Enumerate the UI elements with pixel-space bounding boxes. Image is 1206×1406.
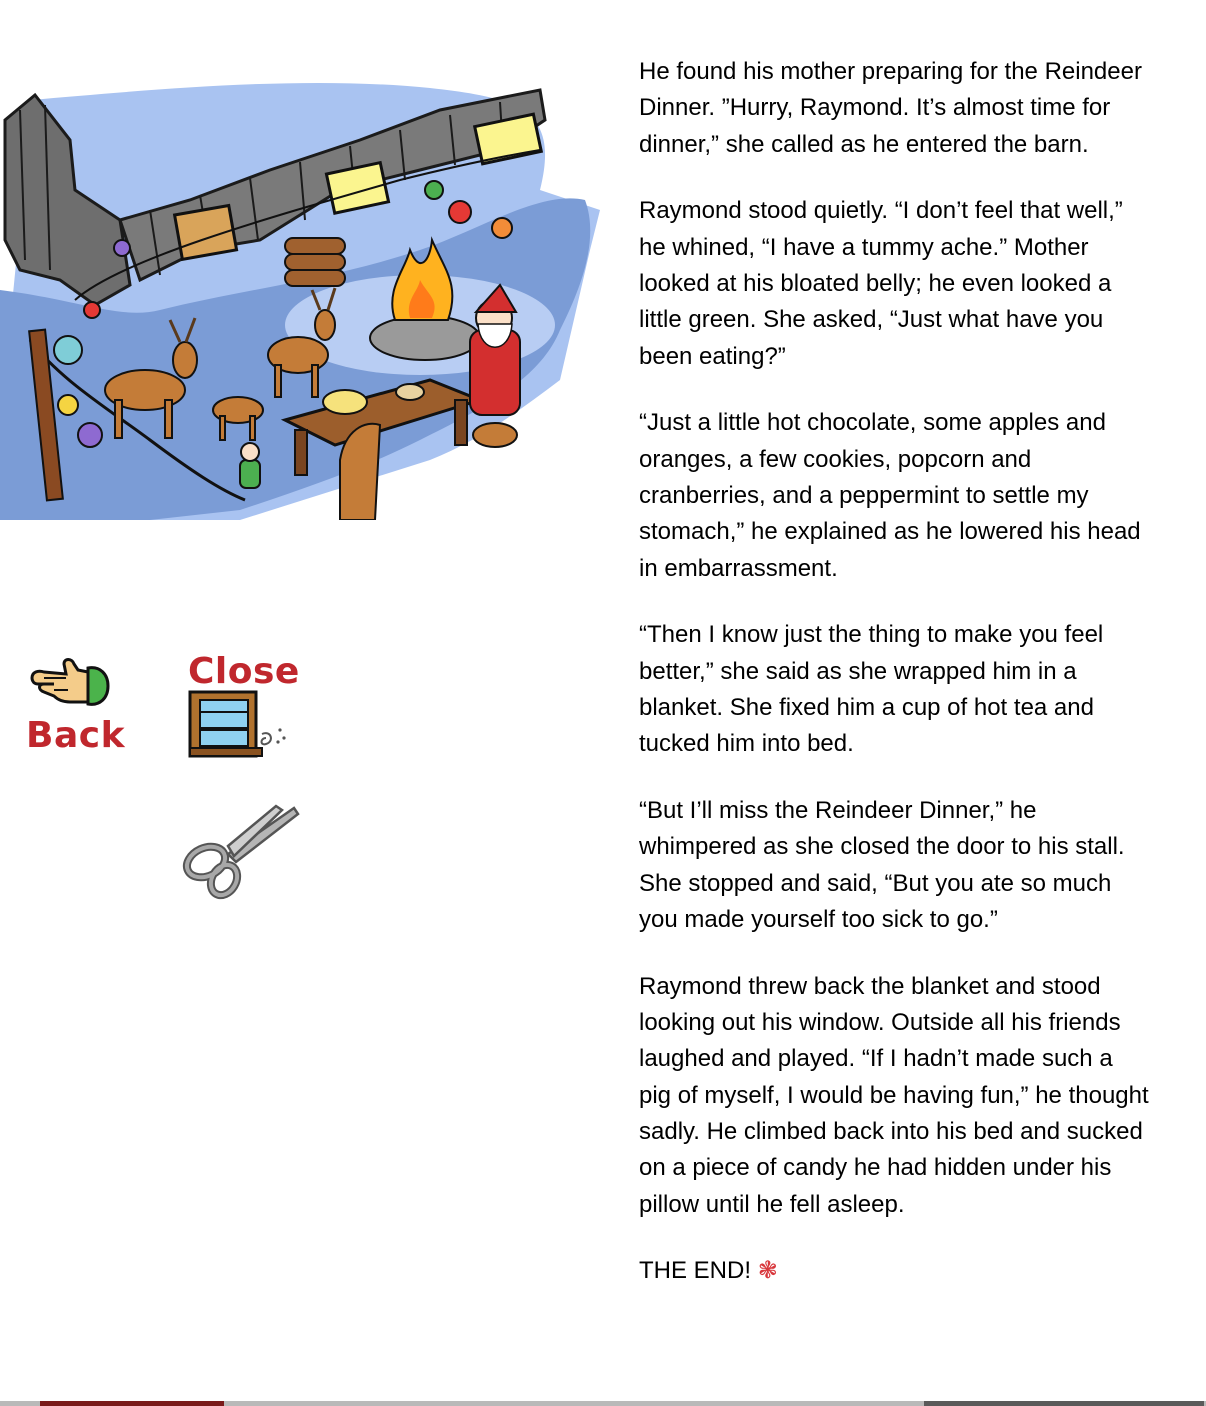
taskbar-segment <box>40 1401 224 1406</box>
back-label: Back <box>26 715 126 756</box>
pointing-hand-icon <box>30 656 110 716</box>
the-end-text: THE END! <box>639 1257 752 1285</box>
window-icon <box>188 690 292 760</box>
taskbar-segment <box>924 1401 1204 1406</box>
the-end-line <box>639 1253 1149 1289</box>
story-paragraph: He found his mother preparing for the Reindeer Dinner. ”Hurry, Raymond. It’s almost time for dinner,” she called as he entered the barn. <box>639 58 1142 158</box>
scissors-icon <box>176 800 306 900</box>
story-paragraph: Raymond stood quietly. “I don’t feel that well,” he whined, “I have a tummy ache.” Mother looked at his bloated belly; he even looked a little green. She asked, “Just what have you been eating?” <box>639 197 1123 370</box>
story-paragraph: “Just a little hot chocolate, some apples and oranges, a few cookies, popcorn and cranberries, and a peppermint to settle my stomach,” he explained as he lowered his head in embarrassment. <box>639 409 1141 582</box>
bottom-taskbar-edge <box>0 1401 1206 1406</box>
back-button[interactable] <box>20 652 126 762</box>
snowflake-icon: ❃ <box>757 1257 778 1285</box>
story-text <box>639 54 1149 1290</box>
close-label: Close <box>188 651 300 692</box>
story-paragraph: “Then I know just the thing to make you feel better,” she said as she wrapped him in a blanket. She fixed him a cup of hot tea and tucked him into bed. <box>639 621 1104 758</box>
scissors-button[interactable] <box>176 800 306 900</box>
story-paragraph: “But I’ll miss the Reindeer Dinner,” he whimpered as she closed the door to his stall. She stopped and said, “But you ate so much you made yourself too sick to go.” <box>639 797 1125 933</box>
close-button[interactable] <box>184 652 304 762</box>
story-paragraph: Raymond threw back the blanket and stood looking out his window. Outside all his friends laughed and played. “If I hadn’t made such a pig of myself, I would be having fun,” he thought sadly. He climbed back into his bed and sucked on a piece of candy he had hidden under his pillow until he fell asleep. <box>639 972 1149 1218</box>
reindeer-dinner-illustration <box>0 80 600 520</box>
